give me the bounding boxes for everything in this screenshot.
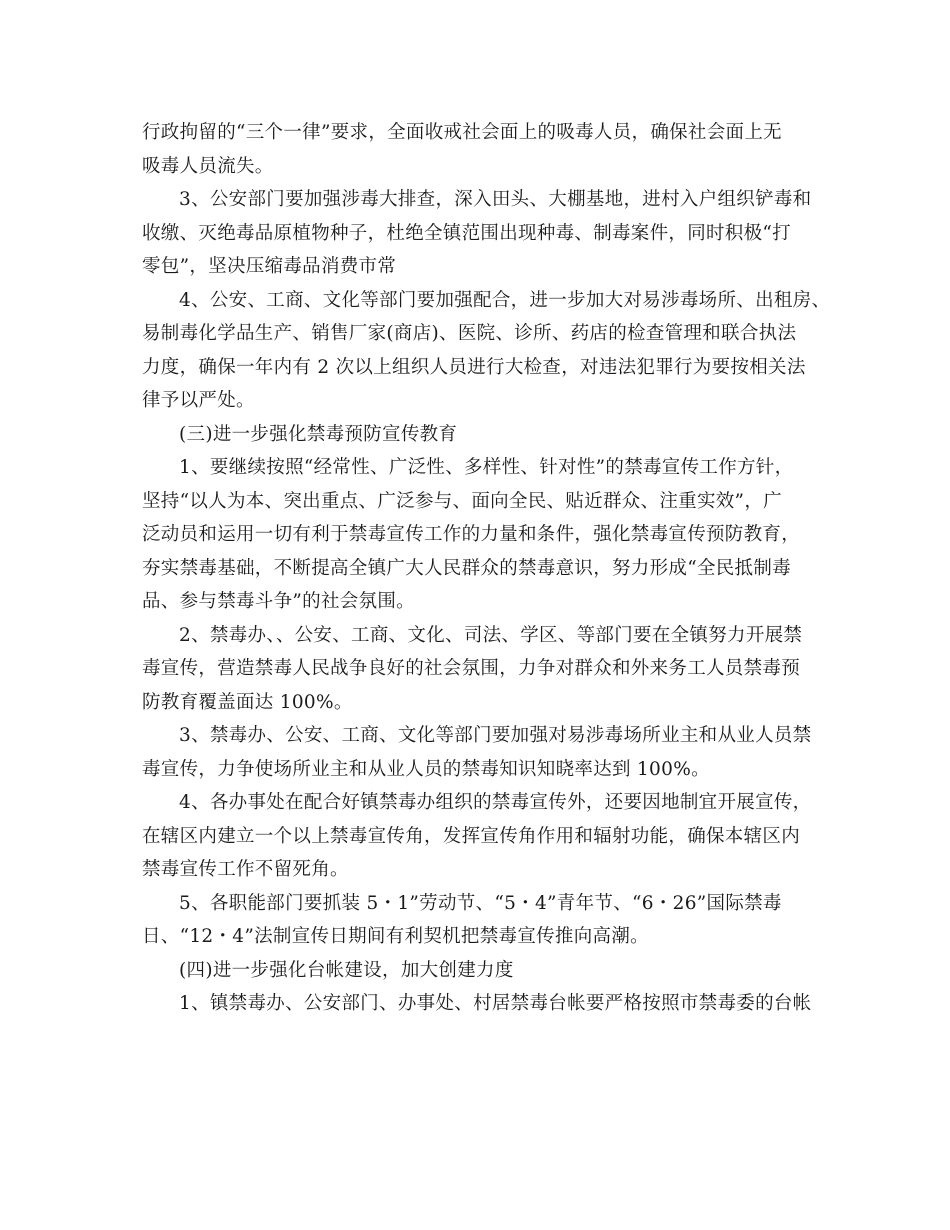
text-line: 毒宣传，营造禁毒人民战争良好的社会氛围，力争对群众和外来务工人员禁毒预 bbox=[142, 658, 801, 679]
text-line: 吸毒人员流失。 bbox=[142, 155, 274, 177]
text-line: 泛动员和运用一切有利于禁毒宣传工作的力量和条件，强化禁毒宣传预防教育， bbox=[142, 524, 801, 545]
text-line: 力度，确保一年内有 2 次以上组织人员进行大检查，对违法犯罪行为要按相关法 bbox=[142, 356, 806, 378]
text-line: 夯实禁毒基础，不断提高全镇广大人民群众的禁毒意识，努力形成“全民抵制毒 bbox=[142, 557, 791, 579]
text-line: 4、各办事处在配合好镇禁毒办组织的禁毒宣传外，还要因地制宜开展宣传， bbox=[179, 792, 812, 813]
text-line: (四)进一步强化台帐建设，加大创建力度 bbox=[179, 959, 514, 981]
text-line: 3、禁毒办、公安、工商、文化等部门要加强对易涉毒场所业主和从业人员禁 bbox=[179, 725, 812, 746]
text-line: 禁毒宣传工作不留死角。 bbox=[142, 859, 349, 880]
document-body bbox=[142, 116, 831, 1021]
text-line: 坚持“以人为本、突出重点、广泛参与、面向全民、贴近群众、注重实效”，广 bbox=[142, 490, 782, 512]
text-line: 品、参与禁毒斗争”的社会氛围。 bbox=[142, 591, 415, 612]
text-line: 1、镇禁毒办、公安部门、办事处、村居禁毒台帐要严格按照市禁毒委的台帐 bbox=[179, 993, 812, 1014]
text-line: 日、“12・4”法制宣传日期间有利契机把禁毒宣传推向高潮。 bbox=[142, 926, 649, 947]
text-line: 5、各职能部门要抓装 5・1”劳动节、“5・4”青年节、“6・26”国际禁毒 bbox=[179, 892, 782, 914]
text-line: 1、要继续按照“经常性、广泛性、多样性、针对性”的禁毒宣传工作方针， bbox=[179, 457, 794, 478]
text-line: 4、公安、工商、文化等部门要加强配合，进一步加大对易涉毒场所、出租房、 bbox=[179, 289, 831, 311]
text-line: 律予以严处。 bbox=[142, 390, 255, 411]
text-line: 零包”，坚决压缩毒品消费市常 bbox=[142, 256, 397, 277]
text-line: 3、公安部门要加强涉毒大排查，深入田头、大棚基地，进村入户组织铲毒和 bbox=[179, 189, 812, 210]
text-line: (三)进一步强化禁毒预防宣传教育 bbox=[179, 423, 458, 445]
text-line: 易制毒化学品生产、销售厂家(商店)、医院、诊所、药店的检查管理和联合执法 bbox=[142, 323, 797, 344]
text-line: 2、禁毒办、、公安、工商、文化、司法、学区、等部门要在全镇努力开展禁 bbox=[179, 624, 803, 646]
text-line: 防教育覆盖面达 100%。 bbox=[142, 691, 353, 713]
text-line: 在辖区内建立一个以上禁毒宣传角，发挥宣传角作用和辐射功能，确保本辖区内 bbox=[142, 825, 801, 847]
text-line: 收缴、灭绝毒品原植物种子，杜绝全镇范围出现种毒、制毒案件，同时积极“打 bbox=[142, 222, 791, 244]
text-line: 行政拘留的“三个一律”要求，全面收戒社会面上的吸毒人员，确保社会面上无 bbox=[142, 122, 782, 143]
text-line: 毒宣传，力争使场所业主和从业人员的禁毒知识知晓率达到 100%。 bbox=[142, 758, 710, 780]
